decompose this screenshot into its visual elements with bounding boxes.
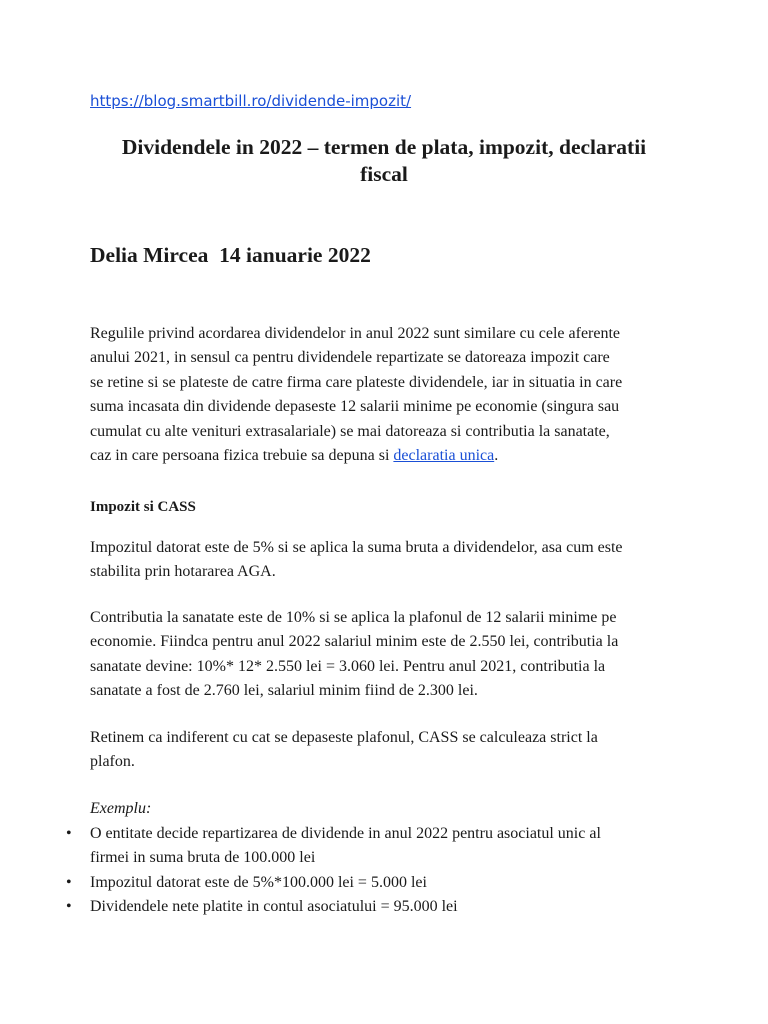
article-title — [60, 134, 708, 188]
text-line: economie. Fiindca pentru anul 2022 salariul minim este de 2.550 lei, contributia la — [90, 633, 619, 651]
text-line — [90, 444, 690, 468]
text-line: stabilita prin hotararea AGA. — [90, 563, 276, 581]
text-segment: caz in care persoana fizica trebuie sa depuna si — [90, 447, 394, 465]
text-line: anului 2021, in sensul ca pentru dividendele repartizate se datoreaza impozit care — [90, 349, 610, 367]
intro-paragraph — [90, 322, 690, 468]
list-item — [66, 822, 706, 871]
section-heading-impozit-cass: Impozit si CASS — [90, 499, 196, 515]
bullet-icon: • — [66, 873, 72, 891]
text-line: suma incasata din dividende depaseste 12 salarii minime pe economie (singura sau — [90, 398, 620, 416]
text-line: plafon. — [90, 753, 135, 771]
plafon-paragraph — [90, 726, 690, 775]
text-line: Impozitul datorat este de 5%*100.000 lei = 5.000 lei — [90, 873, 427, 891]
text-line: Impozitul datorat este de 5% si se aplica la suma bruta a dividendelor, asa cum este — [90, 539, 623, 556]
bullet-icon: • — [66, 825, 72, 842]
example-list — [66, 822, 706, 920]
text-segment: . — [494, 447, 499, 465]
text-line: Contributia la sanatate este de 10% si se aplica la plafonul de 12 salarii minime pe — [90, 609, 617, 626]
text-line: sanatate a fost de 2.760 lei, salariul minim fiind de 2.300 lei. — [90, 682, 478, 700]
title-line: fiscal — [360, 162, 408, 186]
declaratia-unica-link[interactable]: declaratia unica — [393, 447, 495, 465]
impozit-paragraph — [90, 536, 690, 585]
text-line: se retine si se plateste de catre firma care plateste dividendele, iar in situatia in care — [90, 373, 623, 391]
text-line: O entitate decide repartizarea de dividende in anul 2022 pentru asociatul unic al — [90, 825, 601, 842]
example-label: Exemplu: — [90, 800, 152, 817]
cass-paragraph — [90, 606, 690, 704]
author-date-byline: Delia Mircea 14 ianuarie 2022 — [90, 243, 371, 267]
bullet-icon: • — [66, 898, 72, 916]
title-line: Dividendele in 2022 – termen de plata, impozit, declaratii — [121, 135, 647, 159]
text-line: sanatate devine: 10%* 12* 2.550 lei = 3.060 lei. Pentru anul 2021, contributia la — [90, 657, 606, 675]
text-line: Retinem ca indiferent cu cat se depaseste plafonul, CASS se calculeaza strict la — [90, 729, 598, 746]
source-url-link[interactable]: https://blog.smartbill.ro/dividende-impozit/ — [90, 92, 412, 110]
list-item — [66, 871, 706, 895]
list-item — [66, 895, 706, 919]
text-line: Dividendele nete platite in contul asociatului = 95.000 lei — [90, 898, 458, 916]
text-line: firmei in suma bruta de 100.000 lei — [90, 849, 316, 867]
text-line: Regulile privind acordarea dividendelor in anul 2022 sunt similare cu cele aferente — [90, 325, 621, 342]
text-line: cumulat cu alte venituri extrasalariale) se mai datoreaza si contributia la sanatate, — [90, 422, 610, 440]
